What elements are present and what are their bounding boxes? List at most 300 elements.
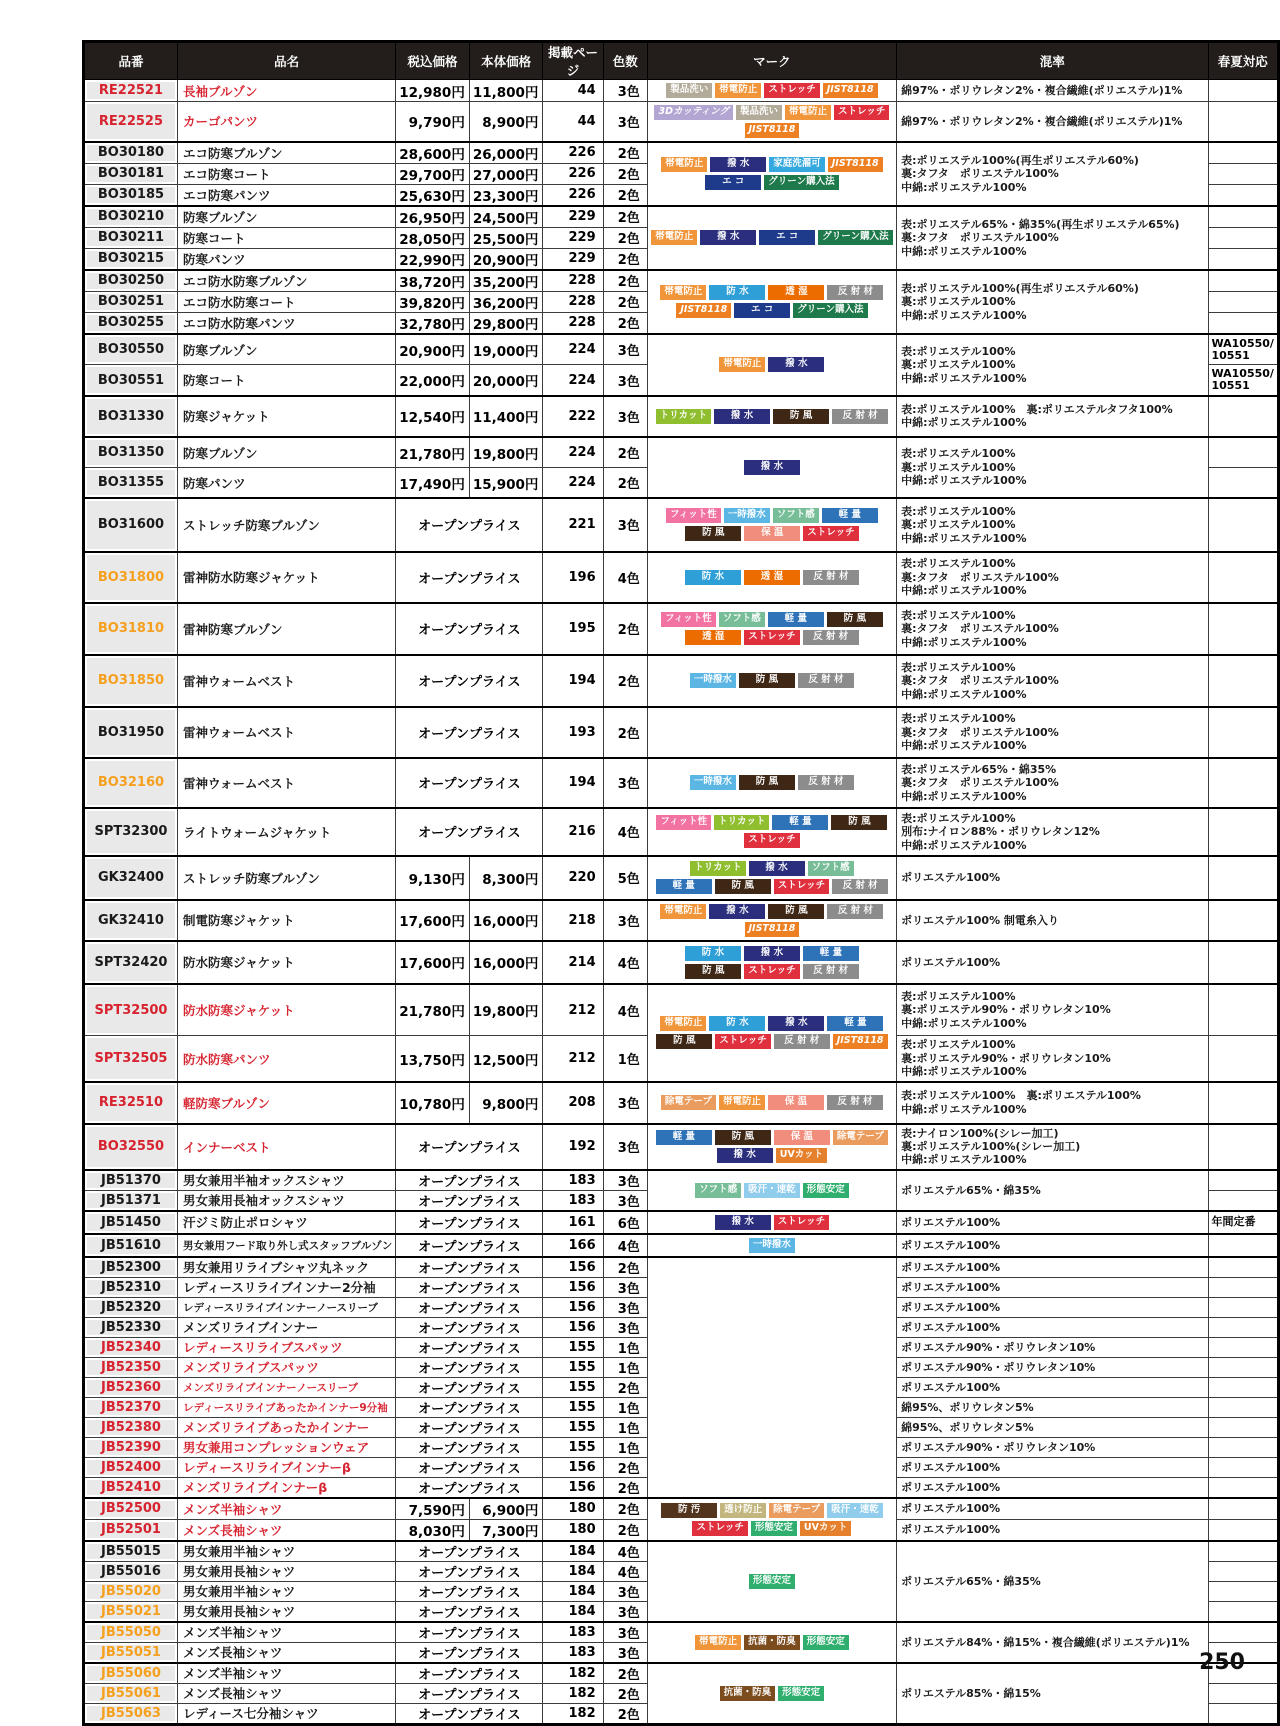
open-price-cell: オープンプライス [396, 1357, 543, 1377]
mark-badge: 帯電防止 [785, 105, 831, 120]
product-name-cell: メンズ半袖シャツ [177, 1498, 395, 1520]
catalog-page-cell: 155 [543, 1417, 603, 1437]
mixture-line: 表:ポリエステル100% [901, 557, 1016, 571]
mark-badge: 防 水 [709, 285, 765, 300]
mark-badge: ストレッチ [744, 833, 799, 848]
page-number: 250 [1199, 1650, 1245, 1675]
table-row [84, 707, 1279, 758]
spring-summer-cell [1208, 1457, 1279, 1477]
mark-badge: JIST8118 [823, 83, 878, 98]
mark-badge: 透 湿 [685, 630, 741, 645]
mark-badge: ストレッチ [774, 879, 829, 894]
product-name-cell: ストレッチ防寒ブルゾン [177, 856, 395, 900]
catalog-page-cell: 183 [543, 1190, 603, 1211]
mixture-cell [897, 1663, 1208, 1725]
catalog-page-cell: 221 [543, 498, 603, 552]
catalog-page-cell: 194 [543, 655, 603, 707]
product-name-cell: レディースリライブスパッツ [177, 1337, 395, 1357]
mark-badge-line [650, 963, 894, 980]
base-price-cell: 19,800円 [469, 984, 543, 1036]
color-count-cell: 3色 [603, 1622, 647, 1643]
spring-summer-cell [1208, 1211, 1279, 1234]
product-code-cell: BO30550 [84, 334, 178, 365]
mixture-line: ポリエステル100% [901, 1300, 1001, 1314]
mark-badge: グリーン購入法 [793, 303, 867, 318]
catalog-page-cell: 156 [543, 1257, 603, 1278]
mixture-line: 表:ポリエステル100% 裏:ポリエステルタフタ100% [901, 403, 1173, 416]
spring-summer-cell [1208, 291, 1279, 312]
table-row [84, 1211, 1279, 1234]
color-count-cell: 1色 [603, 1417, 647, 1437]
mark-badge-line [650, 569, 894, 586]
mark-badge: 反 射 材 [803, 570, 859, 585]
table-row [84, 498, 1279, 552]
catalog-page-cell: 155 [543, 1377, 603, 1397]
marks-cell [647, 206, 896, 270]
product-code-cell: JB52400 [84, 1457, 178, 1477]
product-code-cell: BO31950 [84, 707, 178, 758]
mixture-line: 表:ナイロン100%(シレー加工) [901, 1126, 1059, 1140]
color-count-cell: 3色 [603, 365, 647, 396]
mark-badge-line [650, 1094, 894, 1111]
table-row [84, 1541, 1279, 1562]
catalog-page-cell: 184 [543, 1581, 603, 1601]
catalog-page-cell: 208 [543, 1082, 603, 1124]
spring-summer-cell [1208, 80, 1279, 102]
catalog-page-cell: 183 [543, 1622, 603, 1643]
spring-summer-cell [1208, 334, 1279, 365]
spring-summer-line: 10551 [1211, 348, 1250, 362]
mixture-line: ポリエステル84%・綿15%・複合繊維(ポリエステル)1% [901, 1635, 1190, 1649]
catalog-page-cell: 182 [543, 1683, 603, 1703]
color-count-cell: 2色 [603, 437, 647, 468]
color-count-cell: 2色 [603, 603, 647, 655]
product-code-cell: JB51450 [84, 1211, 178, 1234]
product-name-cell: 防寒パンツ [177, 248, 395, 270]
mark-badge-line [650, 1685, 894, 1702]
open-price-cell: オープンプライス [396, 1601, 543, 1622]
mark-badge: 吸汗・速乾 [827, 1503, 883, 1518]
product-code-cell: JB52370 [84, 1397, 178, 1417]
table-row [84, 856, 1279, 900]
mark-badge: ストレッチ [764, 83, 819, 98]
tax-price-cell: 28,050円 [396, 227, 470, 248]
mark-badge: 防 風 [656, 1034, 712, 1049]
color-count-cell: 2色 [603, 1498, 647, 1520]
product-name-cell: エコ防寒パンツ [177, 184, 395, 206]
mixture-line: 中綿:ポリエステル100% [901, 531, 1027, 545]
mixture-line: 表:ポリエステル65%・綿35%(再生ポリエステル65%) [901, 217, 1180, 231]
mixture-cell [897, 1457, 1208, 1477]
table-row [84, 1170, 1279, 1191]
spring-summer-cell [1208, 1703, 1279, 1724]
product-name-cell: 防寒ジャケット [177, 396, 395, 437]
mark-badge-line [650, 525, 894, 542]
product-name-cell: 雷神防寒ブルゾン [177, 603, 395, 655]
product-code-cell: JB51610 [84, 1234, 178, 1257]
product-name-cell: カーゴパンツ [177, 102, 395, 142]
product-code-cell: BO31355 [84, 468, 178, 498]
product-code-cell: JB55015 [84, 1541, 178, 1562]
mark-badge-line [650, 774, 894, 791]
base-price-cell: 19,800円 [469, 437, 543, 468]
catalog-page-cell: 224 [543, 437, 603, 468]
catalog-page-cell: 228 [543, 270, 603, 292]
tax-price-cell: 28,600円 [396, 142, 470, 164]
color-count-cell: 2色 [603, 1703, 647, 1724]
mark-badge: トリカット [714, 815, 769, 830]
mark-badge-line [650, 1502, 894, 1519]
color-count-cell: 2色 [603, 1257, 647, 1278]
spring-summer-cell [1208, 142, 1279, 164]
mark-badge: 撥 水 [744, 946, 800, 961]
product-name-cell: 防水防寒パンツ [177, 1036, 395, 1082]
product-name-cell: メンズ長袖シャツ [177, 1519, 395, 1541]
mixture-line: 表:ポリエステル100% [901, 608, 1016, 622]
marks-cell [647, 1663, 896, 1725]
mark-badge: ストレッチ [692, 1521, 747, 1536]
product-name-cell: メンズリライブインナーノースリーブ [177, 1377, 395, 1397]
spring-summer-cell [1208, 1377, 1279, 1397]
catalog-page-cell: 155 [543, 1357, 603, 1377]
mark-badge: 撥 水 [714, 409, 770, 424]
mixture-cell [897, 102, 1208, 142]
table-row [84, 655, 1279, 707]
color-count-cell: 3色 [603, 1581, 647, 1601]
table-row [84, 270, 1279, 292]
color-count-cell: 3色 [603, 1277, 647, 1297]
base-price-cell: 11,800円 [469, 80, 543, 102]
open-price-cell: オープンプライス [396, 1234, 543, 1257]
mixture-cell [897, 270, 1208, 334]
spring-summer-cell [1208, 1683, 1279, 1703]
marks-cell [647, 334, 896, 396]
mark-badge: 一時撥水 [690, 775, 736, 790]
mark-badge: 防 汚 [661, 1503, 717, 1518]
mark-badge: 形態安定 [751, 1521, 797, 1536]
open-price-cell: オープンプライス [396, 603, 543, 655]
spring-summer-cell [1208, 468, 1279, 498]
table-row [84, 603, 1279, 655]
color-count-cell: 4色 [603, 808, 647, 856]
mixture-line: 裏:タフタ ポリエステル100% [901, 167, 1059, 181]
product-code-cell: JB55020 [84, 1581, 178, 1601]
product-code-cell: BO30210 [84, 206, 178, 228]
spring-summer-cell [1208, 1082, 1279, 1124]
mark-badge: 軽 量 [772, 815, 828, 830]
product-code-cell: SPT32505 [84, 1036, 178, 1082]
open-price-cell: オープンプライス [396, 1663, 543, 1684]
product-name-cell: レディースリライブインナーノースリーブ [177, 1297, 395, 1317]
mark-badge: 軽 量 [827, 1016, 883, 1031]
mark-badge: 反 射 材 [803, 964, 859, 979]
mark-badge: JIST8118 [745, 123, 800, 138]
mark-badge-line [650, 1015, 894, 1032]
spring-summer-cell [1208, 1234, 1279, 1257]
product-code-cell: BO31810 [84, 603, 178, 655]
mixture-line: ポリエステル90%・ポリウレタン10% [901, 1360, 1096, 1374]
spring-summer-cell [1208, 603, 1279, 655]
open-price-cell: オープンプライス [396, 1683, 543, 1703]
header-row [84, 42, 1279, 80]
table-row [84, 80, 1279, 102]
table-row [84, 1257, 1279, 1278]
mark-badge: 軽 量 [822, 508, 878, 523]
mark-badge: フィット性 [661, 612, 716, 627]
mixture-cell [897, 1622, 1208, 1663]
tax-price-cell: 7,590円 [396, 1498, 470, 1520]
spring-summer-cell [1208, 206, 1279, 228]
mark-badge: 透け防止 [720, 1503, 766, 1518]
mark-badge: 軽 量 [656, 1130, 712, 1145]
base-price-cell: 19,000円 [469, 334, 543, 365]
tax-price-cell: 21,780円 [396, 437, 470, 468]
mark-badge: ストレッチ [834, 105, 889, 120]
mark-badge: 一時撥水 [724, 508, 770, 523]
catalog-page-cell: 184 [543, 1601, 603, 1622]
catalog-page-cell: 196 [543, 552, 603, 603]
mixture-line: ポリエステル85%・綿15% [901, 1686, 1041, 1700]
mixture-line: ポリエステル65%・綿35% [901, 1574, 1041, 1588]
spring-summer-cell [1208, 707, 1279, 758]
mark-badge: ソフト感 [773, 508, 819, 523]
mark-badge-line [650, 903, 894, 920]
mixture-line: 裏:ポリエステル100% [901, 460, 1016, 474]
catalog-page-cell: 155 [543, 1337, 603, 1357]
mixture-line: 表:ポリエステル100% [901, 712, 1016, 726]
base-price-cell: 16,000円 [469, 941, 543, 984]
mixture-line: 裏:タフタ ポリエステル100% [901, 674, 1059, 688]
mixture-cell [897, 900, 1208, 941]
spring-summer-cell [1208, 900, 1279, 941]
catalog-page-cell: 156 [543, 1277, 603, 1297]
mark-badge: UVカット [776, 1148, 827, 1163]
open-price-cell: オープンプライス [396, 1317, 543, 1337]
mark-badge: 防 風 [773, 409, 829, 424]
spring-summer-cell [1208, 808, 1279, 856]
mark-badge: 形態安定 [749, 1574, 795, 1589]
mixture-cell [897, 80, 1208, 102]
mark-badge-line [650, 1214, 894, 1231]
mark-badge-line [650, 1147, 894, 1164]
mixture-line: 中綿:ポリエステル100% [901, 838, 1027, 852]
open-price-cell: オープンプライス [396, 1541, 543, 1562]
mark-badge: ストレッチ [744, 964, 799, 979]
open-price-cell: オープンプライス [396, 1561, 543, 1581]
mark-badge: 反 射 材 [827, 1095, 883, 1110]
spring-summer-line: 年間定番 [1211, 1215, 1256, 1229]
product-code-cell: JB51371 [84, 1190, 178, 1211]
product-code-cell: BO30211 [84, 227, 178, 248]
product-name-cell: 防寒コート [177, 365, 395, 396]
marks-cell [647, 102, 896, 142]
catalog-page-cell: 216 [543, 808, 603, 856]
product-name-cell: エコ防水防寒パンツ [177, 312, 395, 334]
base-price-cell: 16,000円 [469, 900, 543, 941]
open-price-cell: オープンプライス [396, 808, 543, 856]
spring-summer-cell [1208, 856, 1279, 900]
mixture-cell [897, 655, 1208, 707]
open-price-cell: オープンプライス [396, 1337, 543, 1357]
mixture-cell [897, 1211, 1208, 1234]
mark-badge-line [650, 1634, 894, 1651]
spring-summer-cell [1208, 498, 1279, 552]
mark-badge: フィット性 [656, 815, 711, 830]
spring-summer-cell [1208, 270, 1279, 292]
mark-badge: 帯電防止 [660, 285, 706, 300]
mark-badge: グリーン購入法 [764, 175, 838, 190]
spring-summer-cell [1208, 552, 1279, 603]
mixture-cell [897, 1477, 1208, 1498]
spring-summer-line: WA10550/ [1211, 336, 1274, 350]
product-code-cell: JB55021 [84, 1601, 178, 1622]
color-count-cell: 2色 [603, 1519, 647, 1541]
mixture-line: 中綿:ポリエステル100% [901, 635, 1027, 649]
mark-badge: 防 風 [739, 673, 795, 688]
mark-badge: エ コ [705, 175, 761, 190]
product-code-cell: BO30250 [84, 270, 178, 292]
mark-badge: 製品洗い [666, 83, 712, 98]
product-name-cell: 長袖ブルゾン [177, 80, 395, 102]
product-name-cell: エコ防寒ブルゾン [177, 142, 395, 164]
mixture-line: ポリエステル100% [901, 1460, 1001, 1474]
open-price-cell: オープンプライス [396, 1477, 543, 1498]
color-count-cell: 1色 [603, 1357, 647, 1377]
open-price-cell: オープンプライス [396, 1642, 543, 1663]
column-header: 春夏対応 [1208, 42, 1279, 80]
product-name-cell: 男女兼用半袖オックスシャツ [177, 1170, 395, 1191]
product-name-cell: エコ防水防寒ブルゾン [177, 270, 395, 292]
catalog-page-cell: 156 [543, 1477, 603, 1498]
product-code-cell: JB52340 [84, 1337, 178, 1357]
mark-badge: 家庭洗濯可 [769, 157, 825, 172]
product-code-cell: GK32400 [84, 856, 178, 900]
mixture-line: 綿97%・ポリウレタン2%・複合繊維(ポリエステル)1% [901, 114, 1183, 128]
open-price-cell: オープンプライス [396, 1397, 543, 1417]
mark-badge-line [650, 82, 894, 99]
mark-badge: 防 風 [739, 775, 795, 790]
spring-summer-cell [1208, 1357, 1279, 1377]
product-code-cell: JB52310 [84, 1277, 178, 1297]
mark-badge: フィット性 [666, 508, 721, 523]
mark-badge: 一時撥水 [749, 1238, 795, 1253]
mark-badge-line [650, 459, 894, 476]
spring-summer-cell [1208, 1541, 1279, 1562]
mixture-cell [897, 707, 1208, 758]
mark-badge: 撥 水 [710, 157, 766, 172]
open-price-cell: オープンプライス [396, 1257, 543, 1278]
base-price-cell: 12,500円 [469, 1036, 543, 1082]
base-price-cell: 15,900円 [469, 468, 543, 498]
marks-cell [647, 1082, 896, 1124]
mark-badge: 軽 量 [656, 879, 712, 894]
color-count-cell: 3色 [603, 1082, 647, 1124]
table-row [84, 758, 1279, 808]
catalog-page-cell: 218 [543, 900, 603, 941]
tax-price-cell: 29,700円 [396, 163, 470, 184]
catalog-page-cell: 212 [543, 984, 603, 1036]
product-name-cell: 男女兼用コンプレッションウェア [177, 1437, 395, 1457]
color-count-cell: 2色 [603, 1477, 647, 1498]
mark-badge-line [650, 104, 894, 121]
marks-cell [647, 437, 896, 498]
product-name-cell: 男女兼用半袖シャツ [177, 1541, 395, 1562]
mark-badge: 反 射 材 [798, 775, 854, 790]
mixture-line: 中綿:ポリエステル100% [901, 1065, 1027, 1079]
mark-badge: 帯電防止 [719, 357, 765, 372]
mark-badge: ソフト感 [719, 612, 765, 627]
product-code-cell: JB55051 [84, 1642, 178, 1663]
product-name-cell: メンズ半袖シャツ [177, 1663, 395, 1684]
base-price-cell: 20,900円 [469, 248, 543, 270]
mark-badge-line [650, 672, 894, 689]
mark-badge: 反 射 材 [832, 409, 888, 424]
tax-price-cell: 17,600円 [396, 900, 470, 941]
color-count-cell: 3色 [603, 102, 647, 142]
spring-summer-cell [1208, 1417, 1279, 1437]
product-name-cell: 制電防寒ジャケット [177, 900, 395, 941]
mark-badge: 帯電防止 [715, 83, 761, 98]
color-count-cell: 2色 [603, 291, 647, 312]
marks-cell [647, 1257, 896, 1498]
mixture-cell [897, 1357, 1208, 1377]
product-code-cell: RE22525 [84, 102, 178, 142]
product-code-cell: JB52350 [84, 1357, 178, 1377]
mark-badge-line [650, 1573, 894, 1590]
mark-badge-line [650, 356, 894, 373]
color-count-cell: 3色 [603, 396, 647, 437]
color-count-cell: 2色 [603, 707, 647, 758]
mixture-line: ポリエステル100% [901, 1380, 1001, 1394]
mixture-line: 綿95%、ポリウレタン5% [901, 1420, 1034, 1434]
product-name-cell: 防寒パンツ [177, 468, 395, 498]
table-row [84, 984, 1279, 1036]
mixture-line: ポリエステル100% [901, 871, 1001, 885]
color-count-cell: 2色 [603, 163, 647, 184]
mixture-cell [897, 856, 1208, 900]
product-code-cell: BO31600 [84, 498, 178, 552]
color-count-cell: 2色 [603, 206, 647, 228]
spring-summer-cell [1208, 984, 1279, 1036]
column-header: 品名 [177, 42, 395, 80]
table-row [84, 1124, 1279, 1170]
product-code-cell: JB52390 [84, 1437, 178, 1457]
product-code-cell: JB52360 [84, 1377, 178, 1397]
tax-price-cell: 39,820円 [396, 291, 470, 312]
mixture-line: ポリエステル100% [901, 1523, 1001, 1537]
mark-badge: 防 水 [685, 570, 741, 585]
mixture-line: 裏:ポリエステル100% [901, 358, 1016, 372]
product-code-cell: JB55060 [84, 1663, 178, 1684]
mixture-line: 中綿:ポリエステル100% [901, 244, 1027, 258]
mark-badge: 反 射 材 [832, 879, 888, 894]
product-name-cell: インナーベスト [177, 1124, 395, 1170]
color-count-cell: 6色 [603, 1211, 647, 1234]
spring-summer-line: WA10550/ [1211, 367, 1274, 381]
mark-badge: 軽 量 [768, 612, 824, 627]
mixture-line: 表:ポリエステル100% [901, 447, 1016, 461]
open-price-cell: オープンプライス [396, 552, 543, 603]
mixture-cell [897, 1498, 1208, 1520]
spring-summer-cell [1208, 1036, 1279, 1082]
marks-cell [647, 1234, 896, 1257]
marks-cell [647, 142, 896, 206]
product-code-cell: BO30255 [84, 312, 178, 334]
column-header: 品番 [84, 42, 178, 80]
color-count-cell: 5色 [603, 856, 647, 900]
catalog-page-cell: 44 [543, 102, 603, 142]
product-code-cell: BO30181 [84, 163, 178, 184]
